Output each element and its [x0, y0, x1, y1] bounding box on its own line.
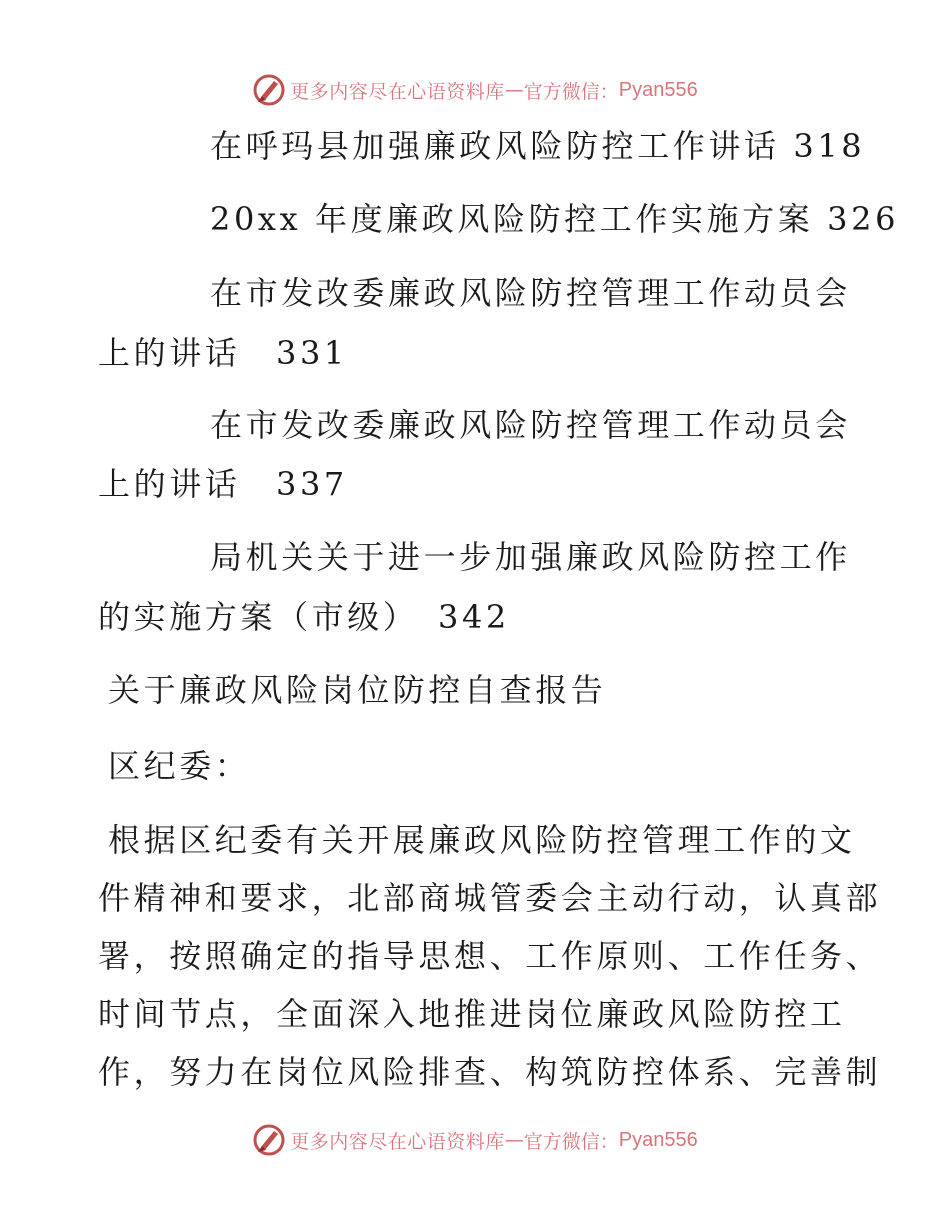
watermark-text: 更多内容尽在心语资料库 [290, 80, 505, 103]
watermark-dash: — [504, 79, 524, 101]
pen-logo-icon [252, 73, 286, 107]
watermark-banner-top [0, 70, 950, 110]
watermark-wechat-id: Pyan556 [618, 78, 698, 101]
toc-entry-4-line-2: 上的讲话 337 [98, 465, 348, 503]
toc-entry-3-line-2: 上的讲话 331 [98, 334, 348, 372]
watermark-dash: — [504, 1129, 524, 1151]
watermark-wechat-id: Pyan556 [618, 1128, 698, 1151]
watermark-official-label: 官方微信： [523, 1130, 619, 1153]
toc-entry-1: 在呼玛县加强廉政风险防控工作讲话 318 [210, 127, 866, 165]
watermark-banner-bottom [0, 1120, 950, 1160]
article-title: 关于廉政风险岗位防控自查报告 [108, 671, 607, 709]
body-line-2: 件精神和要求，北部商城管委会主动行动，认真部 [98, 879, 882, 917]
toc-entry-4-line-1: 在市发改委廉政风险防控管理工作动员会 [210, 406, 851, 444]
toc-entry-5-line-2: 的实施方案（市级） 342 [98, 598, 510, 636]
body-line-1: 根据区纪委有关开展廉政风险防控管理工作的文 [108, 821, 856, 859]
pen-logo-icon [252, 1123, 286, 1157]
body-line-3: 署，按照确定的指导思想、工作原则、工作任务、 [98, 937, 882, 975]
body-line-4: 时间节点，全面深入地推进岗位廉政风险防控工 [98, 995, 846, 1033]
toc-entry-3-line-1: 在市发改委廉政风险防控管理工作动员会 [210, 274, 851, 312]
watermark-text: 更多内容尽在心语资料库 [290, 1130, 505, 1153]
watermark-official-label: 官方微信： [523, 80, 619, 103]
article-salutation: 区纪委： [108, 747, 251, 785]
toc-entry-5-line-1: 局机关关于进一步加强廉政风险防控工作 [210, 538, 851, 576]
body-line-5: 作，努力在岗位风险排查、构筑防控体系、完善制 [98, 1053, 882, 1091]
toc-entry-2: 20xx 年度廉政风险防控工作实施方案 326 [210, 200, 900, 238]
